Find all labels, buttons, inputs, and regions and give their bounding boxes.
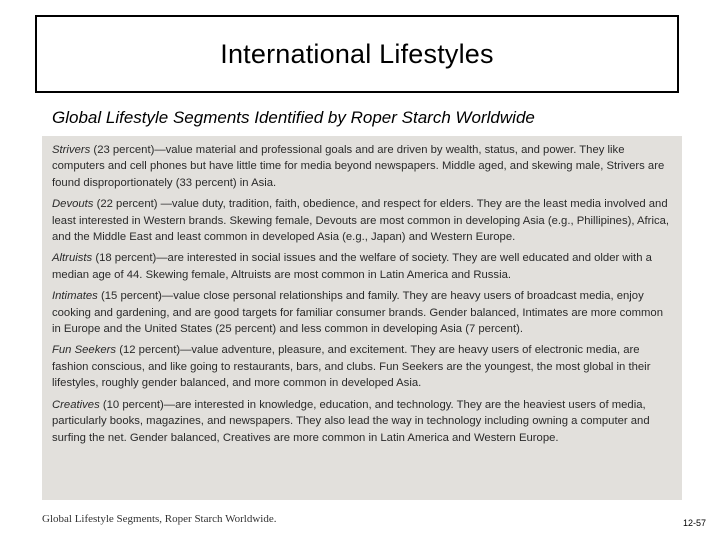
segment-description: (10 percent)—are interested in knowledge, education, and technology. They are the heaviest users of media, particularly books, magazines, and newspapers. They also lead the way in technology including owning a computer and surfing the net. Gender balanced, Creatives are more common in Latin America and Western Europe. <box>52 398 650 444</box>
segment-description: (12 percent)—value adventure, pleasure, and excitement. They are heavy users of electronic media, are fashion conscious, and like going to restaurants, bars, and clubs. Fun Seekers are the youngest, the most global in their lifestyles, roughly gender balanced, and more common in developed Asia. <box>52 344 651 390</box>
segment-strivers <box>52 142 670 191</box>
segment-creatives <box>52 397 670 446</box>
segment-description: (23 percent)—value material and professional goals and are driven by wealth, status, and power. They like computers and cell phones but have little time for media beyond newspapers. Middle aged, and skewing male, Strivers are found disproportionately (33 percent) in Asia. <box>52 144 665 189</box>
segment-name: Creatives <box>52 398 100 411</box>
segment-altruists <box>52 250 670 283</box>
slide-title: International Lifestyles <box>220 38 494 69</box>
segment-fun-seekers <box>52 342 670 391</box>
segment-devouts <box>52 196 670 245</box>
segment-description: (18 percent)—are interested in social issues and the welfare of society. They are well educated and older with a median age of 44. Skewing female, Altruists are most common in Latin America and Russia. <box>52 252 652 281</box>
segment-intimates <box>52 288 670 337</box>
segment-name: Intimates <box>52 290 98 303</box>
slide-subtitle: Global Lifestyle Segments Identified by Roper Starch Worldwide <box>52 108 535 127</box>
segment-description: (15 percent)—value close personal relationships and family. They are heavy users of broadcast media, enjoy cooking and gardening, and are good targets for familiar consumer brands. Gender balanced, Intimates are more common in Europe and the United States (25 percent) and less common in developing Asia (7 percent). <box>52 290 663 336</box>
segment-description: (22 percent) —value duty, tradition, faith, obedience, and respect for elders. They are the least media involved and least interested in Western brands. Skewing female, Devouts are most common in developing Asia (e.g., Phillipines), Africa, and the Middle East and least common in developed Asia (e.g., Japan) and Western Europe. <box>52 198 670 244</box>
figure-caption: Global Lifestyle Segments, Roper Starch Worldwide. <box>42 513 277 525</box>
slide-number: 12-57 <box>682 518 706 528</box>
segment-name: Strivers <box>52 144 91 156</box>
segment-name: Fun Seekers <box>52 344 117 357</box>
segment-name: Altruists <box>52 252 93 265</box>
segment-name: Devouts <box>52 198 94 211</box>
segments-panel <box>42 136 682 500</box>
title-box <box>35 15 679 93</box>
